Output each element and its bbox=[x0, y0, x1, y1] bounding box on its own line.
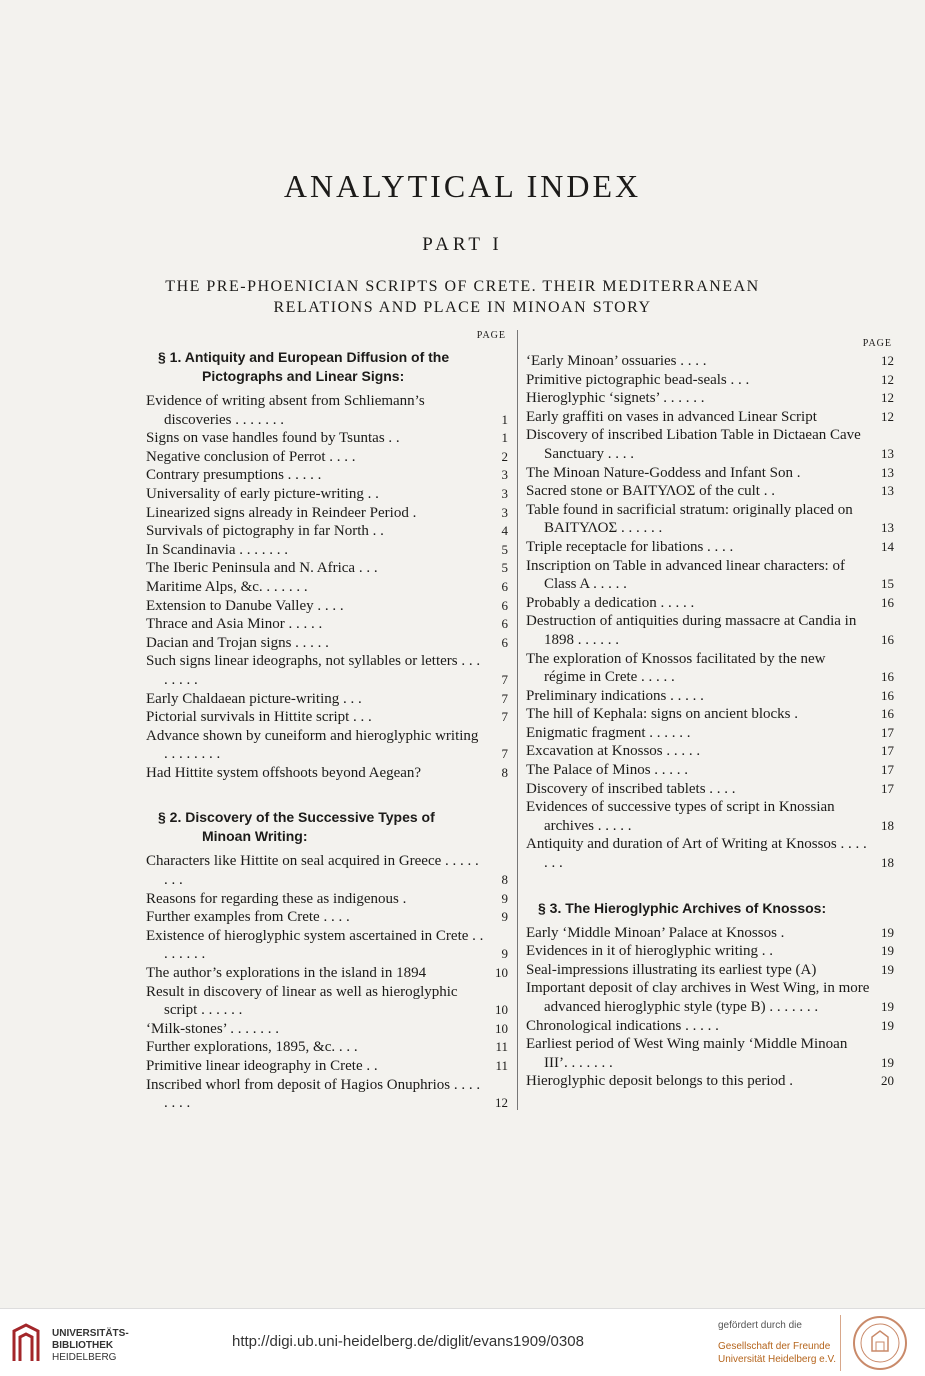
entry-page-number: 6 bbox=[501, 578, 508, 594]
index-entry bbox=[146, 504, 508, 523]
index-entry bbox=[146, 429, 508, 448]
entry-text: Enigmatic fragment . . . . . . bbox=[526, 724, 691, 741]
entry-text: Antiquity and duration of Art of Writing at Knossos . . . . . . . bbox=[526, 836, 867, 872]
entry-page-number: 12 bbox=[881, 408, 894, 424]
entry-text: Evidences in it of hieroglyphic writing . . bbox=[526, 943, 774, 960]
entry-page-number: 18 bbox=[881, 817, 894, 833]
entry-text: Early ‘Middle Minoan’ Palace at Knossos . bbox=[526, 924, 785, 941]
index-entry bbox=[526, 482, 894, 501]
entry-page-number: 13 bbox=[881, 520, 894, 536]
index-entry bbox=[146, 615, 508, 634]
entry-text: Sacred stone or ΒΑΙΤΥΛΟΣ of the cult . . bbox=[526, 483, 775, 500]
index-entry bbox=[526, 798, 894, 835]
entry-text: Advance shown by cuneiform and hieroglyphic writing . . . . . . . . bbox=[146, 727, 479, 763]
entry-page-number: 7 bbox=[501, 746, 508, 762]
entry-page-number: 19 bbox=[881, 961, 894, 977]
library-name-line-3: HEIDELBERG bbox=[52, 1352, 117, 1363]
entry-text: Reasons for regarding these as indigenous . bbox=[146, 890, 407, 907]
entry-text: Such signs linear ideographs, not syllables or letters . . . . . . . . bbox=[146, 653, 481, 688]
entry-text: Evidences of successive types of script in Knossian archives . . . . . bbox=[526, 799, 835, 834]
entry-page-number: 17 bbox=[881, 743, 894, 759]
entry-page-number: 12 bbox=[881, 371, 894, 387]
section-2-entries bbox=[146, 852, 508, 1112]
entry-page-number: 7 bbox=[501, 690, 508, 706]
section-2-title-cont: Minoan Writing: bbox=[202, 828, 308, 845]
sponsor-intro: gefördert durch die bbox=[718, 1320, 802, 1331]
entry-page-number: 13 bbox=[881, 483, 894, 499]
entry-text: Dacian and Trojan signs . . . . . bbox=[146, 634, 329, 651]
entry-page-number: 13 bbox=[881, 445, 894, 461]
section-3-title: § 3. The Hieroglyphic Archives of Knossos: bbox=[538, 899, 827, 916]
index-entry bbox=[146, 1038, 508, 1057]
index-entry bbox=[526, 742, 894, 761]
subtitle-line-1: THE PRE-PHOENICIAN SCRIPTS OF CRETE. THEIR MEDITERRANEAN bbox=[165, 278, 760, 295]
entry-text: Inscription on Table in advanced linear characters: of Class A . . . . . bbox=[526, 557, 845, 593]
index-entry bbox=[526, 1072, 894, 1091]
index-entry bbox=[146, 927, 508, 964]
index-entry bbox=[146, 983, 508, 1020]
entry-text: The author’s explorations in the island in 1894 bbox=[146, 965, 427, 982]
index-entry bbox=[526, 687, 894, 706]
entry-text: In Scandinavia . . . . . . . bbox=[146, 541, 289, 558]
entry-text: Survivals of pictography in far North . . bbox=[146, 523, 384, 540]
section-2-title: § 2. Discovery of the Successive Types of bbox=[158, 809, 435, 826]
entry-text: Universality of early picture-writing . . bbox=[146, 485, 379, 502]
entry-page-number: 3 bbox=[501, 504, 508, 520]
entry-page-number: 19 bbox=[881, 1054, 894, 1070]
index-entry bbox=[526, 1035, 894, 1072]
entry-page-number: 9 bbox=[501, 890, 508, 906]
entry-text: Signs on vase handles found by Tsuntas . . bbox=[146, 430, 400, 447]
entry-page-number: 2 bbox=[501, 448, 508, 464]
entry-page-number: 16 bbox=[881, 687, 894, 703]
section-1-heading bbox=[146, 348, 508, 386]
entry-page-number: 20 bbox=[881, 1073, 894, 1089]
index-entry bbox=[146, 708, 508, 727]
entry-text: The Iberic Peninsula and N. Africa . . . bbox=[146, 560, 378, 577]
index-entry bbox=[526, 705, 894, 724]
entry-text: Had Hittite system offshoots beyond Aegean? bbox=[146, 764, 422, 781]
sponsor-line-2: Universität Heidelberg e.V. bbox=[718, 1354, 837, 1365]
index-entry bbox=[146, 890, 508, 909]
index-entry bbox=[146, 541, 508, 560]
index-entry bbox=[146, 559, 508, 578]
entry-text: The Minoan Nature-Goddess and Infant Son . bbox=[526, 464, 801, 481]
index-entry bbox=[526, 650, 894, 687]
entry-page-number: 16 bbox=[881, 631, 894, 647]
entry-page-number: 7 bbox=[501, 671, 508, 687]
index-entry bbox=[526, 464, 894, 483]
entry-page-number: 7 bbox=[501, 709, 508, 725]
left-column bbox=[146, 330, 508, 1113]
entry-page-number: 9 bbox=[501, 946, 508, 962]
footer-bar bbox=[0, 1308, 925, 1376]
entry-page-number: 3 bbox=[501, 467, 508, 483]
index-entry bbox=[146, 1020, 508, 1039]
section-3-entries bbox=[526, 924, 894, 1091]
entry-page-number: 19 bbox=[881, 924, 894, 940]
library-name-line-1: UNIVERSITÄTS- bbox=[52, 1328, 129, 1339]
entry-page-number: 4 bbox=[501, 523, 508, 539]
index-entry bbox=[146, 578, 508, 597]
library-name bbox=[52, 1328, 129, 1364]
page-title: ANALYTICAL INDEX bbox=[283, 168, 642, 204]
entry-page-number: 1 bbox=[501, 411, 508, 427]
entry-text: Seal-impressions illustrating its earliest type (A) bbox=[526, 961, 817, 978]
index-entry bbox=[146, 634, 508, 653]
index-entry bbox=[526, 371, 894, 390]
entry-page-number: 12 bbox=[881, 353, 894, 368]
entry-page-number: 11 bbox=[495, 1058, 508, 1073]
index-entry bbox=[146, 1057, 508, 1076]
entry-page-number: 10 bbox=[495, 1002, 508, 1018]
index-entry bbox=[146, 764, 508, 783]
entry-text: Result in discovery of linear as well as hieroglyphic script . . . . . . bbox=[146, 983, 458, 1019]
section-2-heading bbox=[146, 808, 508, 846]
index-entry bbox=[146, 522, 508, 541]
index-entry bbox=[146, 466, 508, 485]
entry-page-number: 13 bbox=[881, 464, 894, 480]
entry-text: ‘Early Minoan’ ossuaries . . . . bbox=[526, 353, 707, 369]
index-entry bbox=[526, 724, 894, 743]
entry-page-number: 6 bbox=[501, 597, 508, 613]
sponsor-credit bbox=[718, 1319, 836, 1366]
entry-text: Further explorations, 1895, &c. . . . bbox=[146, 1039, 358, 1056]
entry-page-number: 12 bbox=[881, 390, 894, 406]
entry-text: Destruction of antiquities during massacre at Candia in 1898 . . . . . . bbox=[526, 613, 857, 648]
entry-text: Existence of hieroglyphic system ascertained in Crete . . . . . . . . bbox=[146, 927, 484, 963]
section-3-heading bbox=[526, 899, 894, 918]
entry-text: Triple receptacle for libations . . . . bbox=[526, 538, 734, 555]
part-subtitle bbox=[0, 276, 925, 318]
entry-page-number: 16 bbox=[881, 706, 894, 722]
entry-text: Earliest period of West Wing mainly ‘Middle Minoan III’. . . . . . . bbox=[526, 1036, 848, 1071]
section-1-title-cont: Pictographs and Linear Signs: bbox=[202, 368, 405, 384]
page-column-label: PAGE bbox=[476, 330, 506, 341]
index-entry bbox=[526, 979, 894, 1016]
index-entry bbox=[146, 852, 508, 889]
right-column bbox=[526, 330, 894, 1091]
index-entry bbox=[146, 727, 508, 764]
entry-text: Extension to Danube Valley . . . . bbox=[146, 597, 344, 614]
index-entry bbox=[526, 501, 894, 538]
index-entry bbox=[526, 961, 894, 980]
index-entry bbox=[526, 835, 894, 872]
entry-page-number: 12 bbox=[495, 1095, 508, 1111]
entry-text: ‘Milk-stones’ . . . . . . . bbox=[146, 1020, 280, 1037]
entry-page-number: 17 bbox=[881, 762, 894, 778]
part-heading: PART I bbox=[422, 234, 503, 255]
entry-text: Excavation at Knossos . . . . . bbox=[526, 743, 701, 760]
entry-page-number: 17 bbox=[881, 724, 894, 740]
entry-text: Chronological indications . . . . . bbox=[526, 1017, 719, 1034]
entry-text: The hill of Kephala: signs on ancient blocks . bbox=[526, 706, 799, 723]
library-name-line-2: BIBLIOTHEK bbox=[52, 1340, 114, 1351]
entry-text: Important deposit of clay archives in West Wing, in more advanced hieroglyphic style (type B) . . . . . . . bbox=[526, 980, 870, 1015]
index-entry bbox=[526, 557, 894, 594]
index-entry bbox=[526, 761, 894, 780]
subtitle-line-2: RELATIONS AND PLACE IN MINOAN STORY bbox=[273, 299, 652, 316]
index-entry bbox=[526, 408, 894, 427]
entry-page-number: 14 bbox=[881, 538, 894, 554]
entry-page-number: 16 bbox=[881, 594, 894, 610]
footer-divider bbox=[840, 1315, 841, 1371]
index-entry bbox=[146, 392, 508, 429]
entry-page-number: 6 bbox=[501, 616, 508, 632]
university-seal-icon bbox=[852, 1315, 908, 1371]
index-entry bbox=[146, 690, 508, 709]
entry-page-number: 5 bbox=[501, 541, 508, 557]
entry-text: Inscribed whorl from deposit of Hagios Onuphrios . . . . . . . . bbox=[146, 1076, 481, 1112]
page-column-label: PAGE bbox=[862, 338, 892, 349]
entry-text: Characters like Hittite on seal acquired in Greece . . . . . . . . bbox=[146, 853, 479, 889]
entry-page-number: 19 bbox=[881, 943, 894, 959]
index-entry bbox=[146, 597, 508, 616]
index-entry bbox=[526, 924, 894, 943]
index-entry bbox=[146, 485, 508, 504]
entry-page-number: 1 bbox=[501, 430, 508, 446]
entry-text: Primitive pictographic bead-seals . . . bbox=[526, 371, 750, 388]
entry-text: Discovery of inscribed tablets . . . . bbox=[526, 780, 736, 797]
index-entry bbox=[526, 612, 894, 649]
entry-text: Further examples from Crete . . . . bbox=[146, 909, 350, 926]
index-entry bbox=[526, 942, 894, 961]
entry-page-number: 17 bbox=[881, 780, 894, 796]
entry-text: The Palace of Minos . . . . . bbox=[526, 762, 689, 779]
index-entry bbox=[146, 1076, 508, 1113]
entry-text: Pictorial survivals in Hittite script . . . bbox=[146, 709, 372, 726]
index-entry bbox=[146, 908, 508, 927]
entry-page-number: 19 bbox=[881, 999, 894, 1014]
section-1-entries bbox=[146, 392, 508, 782]
entry-page-number: 3 bbox=[501, 485, 508, 501]
permalink-url[interactable]: http://digi.ub.uni-heidelberg.de/diglit/evans1909/0308 bbox=[232, 1333, 584, 1350]
entry-text: Probably a dedication . . . . . bbox=[526, 594, 695, 611]
index-entry bbox=[526, 352, 894, 371]
entry-page-number: 11 bbox=[495, 1039, 508, 1055]
entry-text: Hieroglyphic deposit belongs to this period . bbox=[526, 1073, 794, 1090]
index-entry bbox=[526, 538, 894, 557]
entry-text: Contrary presumptions . . . . . bbox=[146, 467, 322, 484]
library-logo-icon bbox=[10, 1321, 42, 1365]
entry-page-number: 6 bbox=[501, 634, 508, 650]
column-divider bbox=[517, 330, 518, 1110]
entry-page-number: 5 bbox=[501, 560, 508, 576]
entry-text: Maritime Alps, &c. . . . . . . bbox=[146, 578, 308, 595]
entry-page-number: 9 bbox=[501, 909, 508, 925]
entry-text: Discovery of inscribed Libation Table in Dictaean Cave Sanctuary . . . . bbox=[526, 427, 861, 462]
entry-text: Evidence of writing absent from Schliemann’s discoveries . . . . . . . bbox=[146, 393, 425, 428]
entry-text: Early Chaldaean picture-writing . . . bbox=[146, 690, 362, 707]
index-entry bbox=[146, 964, 508, 983]
entry-page-number: 8 bbox=[501, 764, 508, 780]
section-1-title: § 1. Antiquity and European Diffusion of the bbox=[158, 349, 450, 365]
entry-text: Negative conclusion of Perrot . . . . bbox=[146, 448, 356, 465]
index-entry bbox=[526, 780, 894, 799]
entry-page-number: 19 bbox=[881, 1017, 894, 1033]
index-entry bbox=[146, 652, 508, 689]
entry-page-number: 18 bbox=[881, 855, 894, 871]
entry-text: Early graffiti on vases in advanced Linear Script bbox=[526, 408, 817, 425]
index-entry bbox=[526, 389, 894, 408]
entry-text: The exploration of Knossos facilitated by the new régime in Crete . . . . . bbox=[526, 650, 826, 686]
entry-page-number: 16 bbox=[881, 669, 894, 685]
index-entry bbox=[146, 448, 508, 467]
entry-page-number: 10 bbox=[495, 965, 508, 981]
entry-page-number: 10 bbox=[495, 1020, 508, 1036]
entry-text: Primitive linear ideography in Crete . . bbox=[146, 1058, 378, 1074]
entry-text: Linearized signs already in Reindeer Period . bbox=[146, 504, 417, 521]
entry-text: Hieroglyphic ‘signets’ . . . . . . bbox=[526, 390, 705, 407]
entry-page-number: 15 bbox=[881, 576, 894, 592]
entry-text: Thrace and Asia Minor . . . . . bbox=[146, 616, 323, 633]
sponsor-line-1: Gesellschaft der Freunde bbox=[718, 1341, 831, 1352]
section-2-continued-entries bbox=[526, 352, 894, 873]
index-entry bbox=[526, 426, 894, 463]
entry-text: Table found in sacrificial stratum: originally placed on ΒΑΙΤΥΛΟΣ . . . . . . bbox=[526, 501, 853, 537]
entry-text: Preliminary indications . . . . . bbox=[526, 687, 704, 704]
entry-page-number: 8 bbox=[501, 872, 508, 888]
index-entry bbox=[526, 1017, 894, 1036]
index-entry bbox=[526, 594, 894, 613]
